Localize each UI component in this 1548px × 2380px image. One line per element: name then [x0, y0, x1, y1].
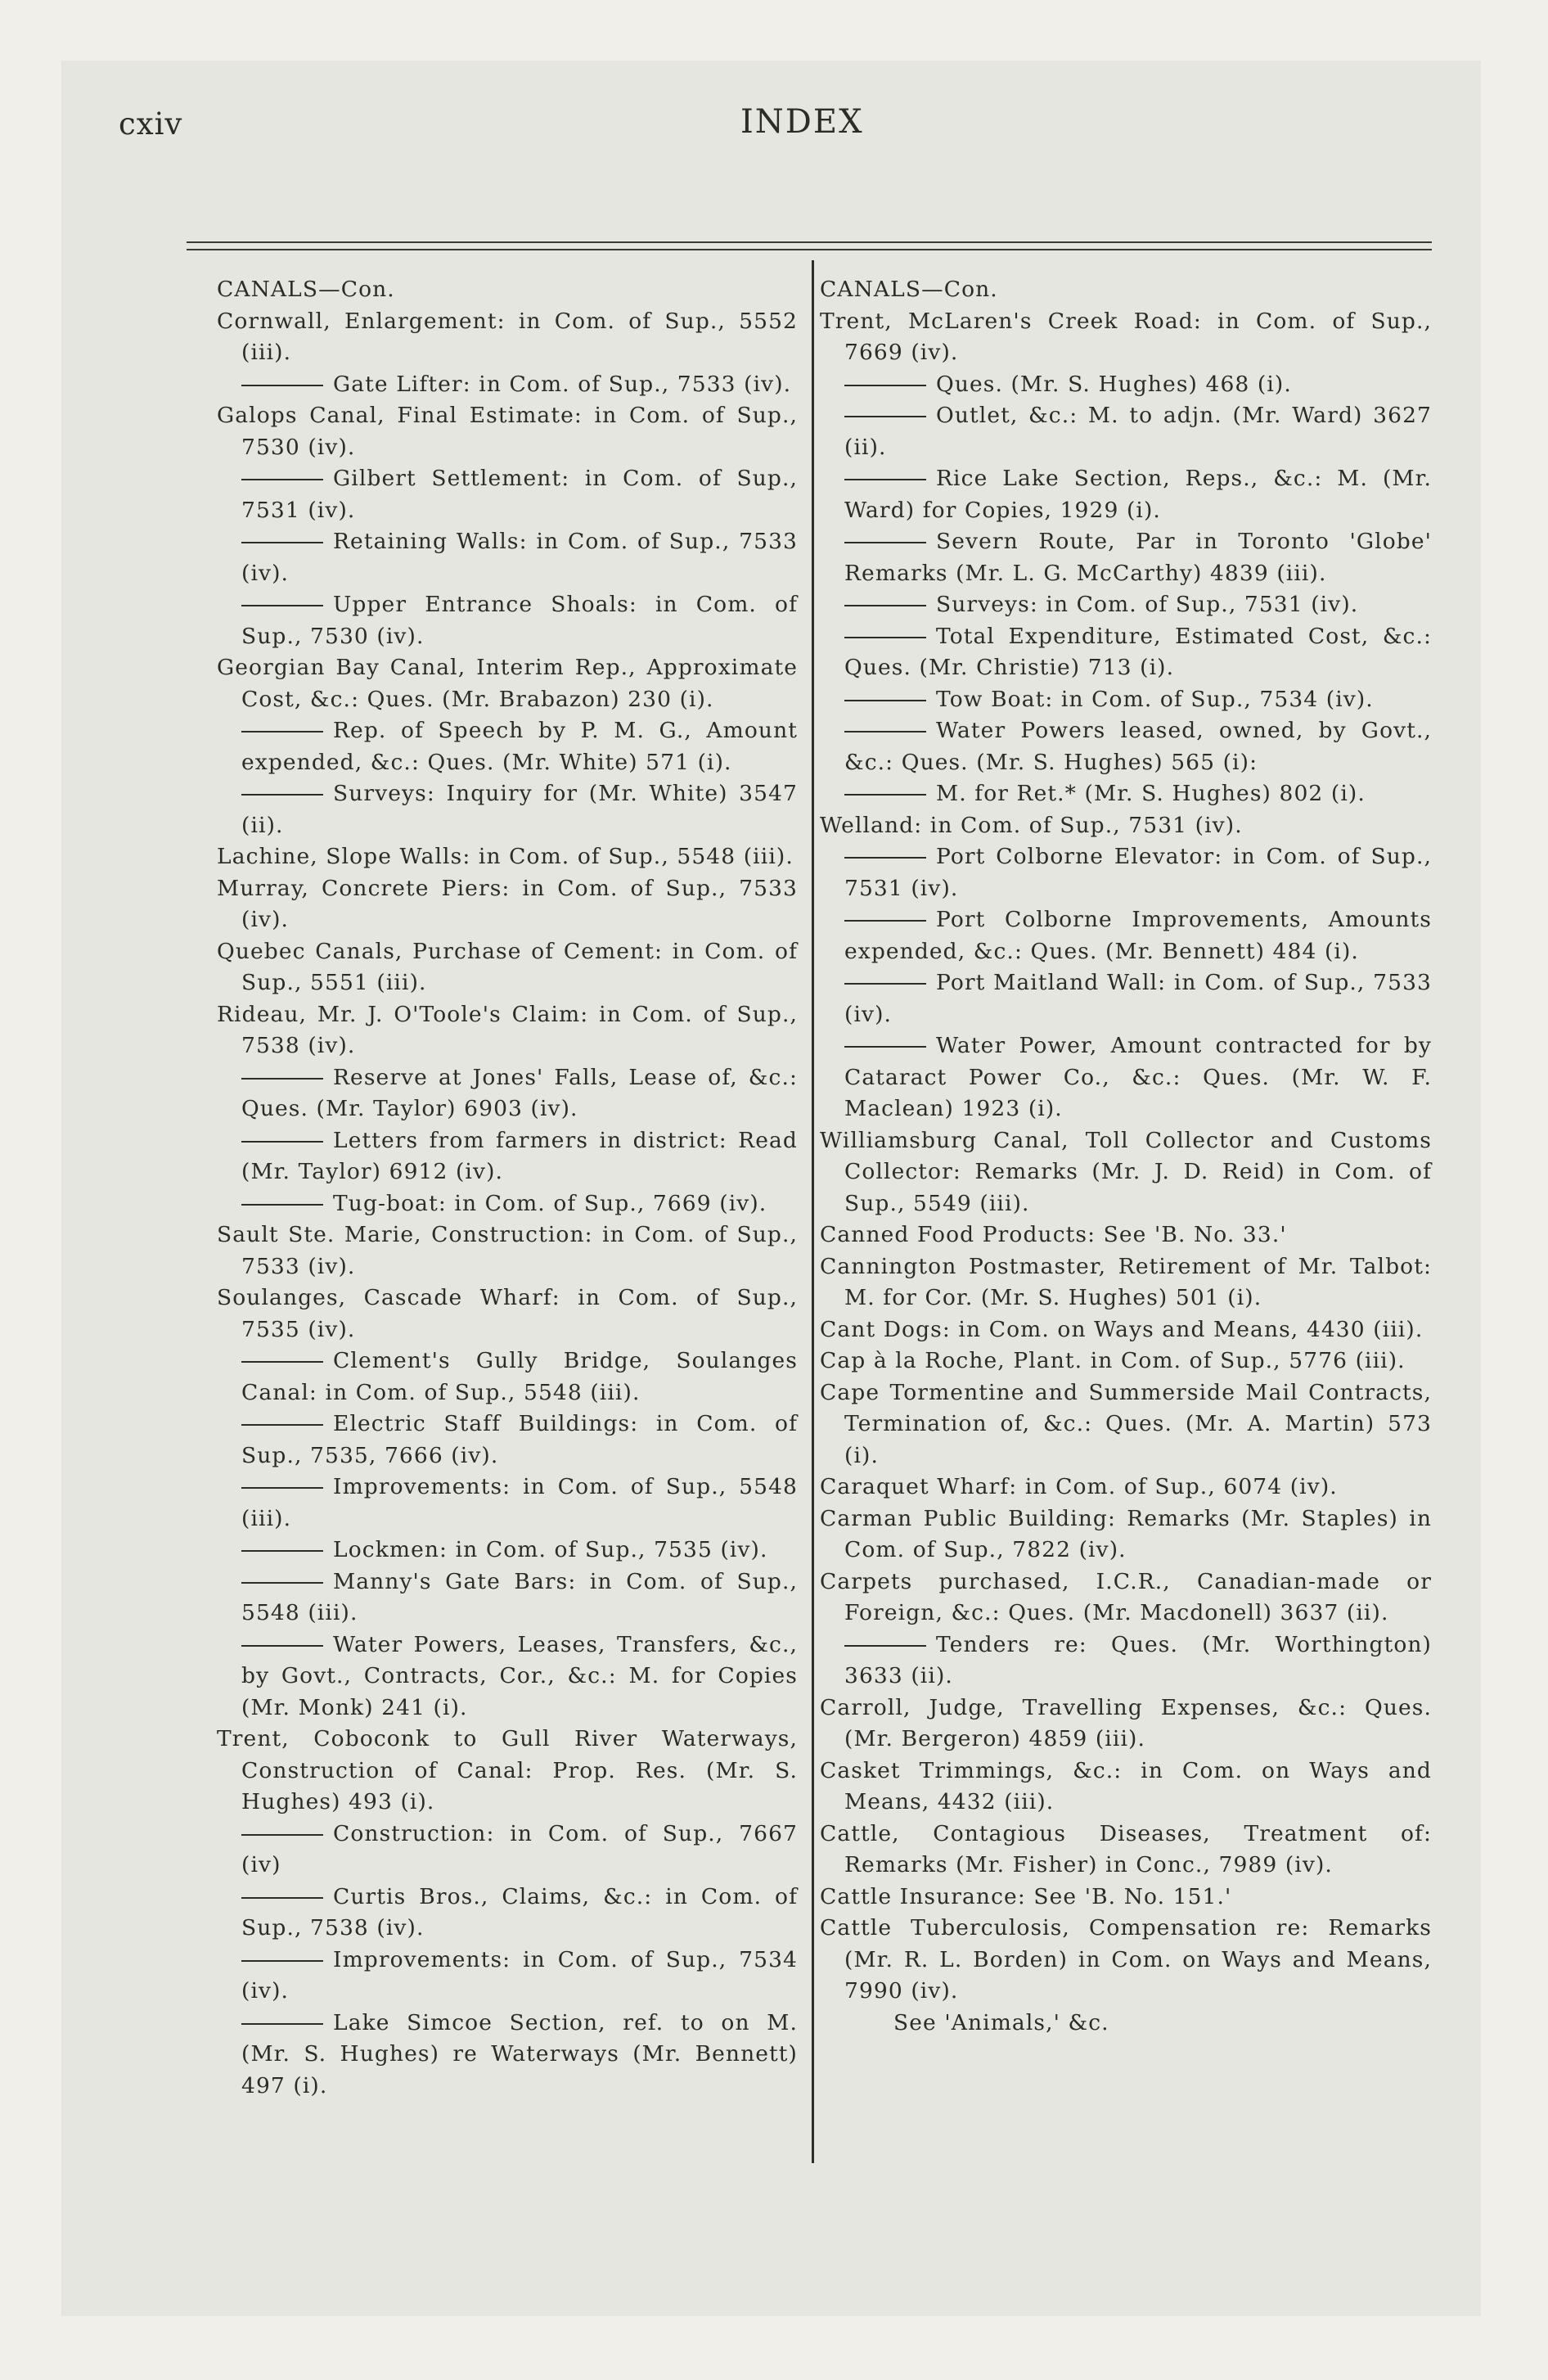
entry-text: Gate Lifter: in Com. of Sup., 7533 (iv). — [333, 371, 792, 397]
entry-text: Outlet, &c.: M. to adjn. (Mr. Ward) 3627 (ii). — [844, 403, 1432, 460]
header-rule — [187, 241, 1432, 243]
index-entry — [820, 1566, 1432, 1629]
entry-text: Cattle Insurance: See 'B. No. 151.' — [820, 1883, 1232, 1909]
index-entry — [217, 1724, 798, 1819]
index-entry — [820, 463, 1432, 526]
index-entry — [217, 1346, 798, 1409]
entry-text: Water Powers, Leases, Transfers, &c., by Govt., Contracts, Cor., &c.: M. for Copies (Mr. Monk) 241 (i). — [241, 1631, 798, 1720]
index-entry — [820, 684, 1432, 716]
entry-text: Cattle, Contagious Diseases, Treatment of: Remarks (Mr. Fisher) in Conc., 7989 (iv). — [820, 1820, 1432, 1877]
index-entry — [217, 369, 798, 401]
entry-text: Carman Public Building: Remarks (Mr. Staples) in Com. of Sup., 7822 (iv). — [820, 1505, 1432, 1562]
index-entry — [820, 841, 1432, 904]
entry-text: Port Colborne Elevator: in Com. of Sup., 7531 (iv). — [844, 844, 1432, 901]
entry-text: Casket Trimmings, &c.: in Com. on Ways and Means, 4432 (iii). — [820, 1757, 1432, 1814]
index-entry — [820, 1030, 1432, 1125]
index-entry — [820, 526, 1432, 589]
entry-text: Reserve at Jones' Falls, Lease of, &c.: Ques. (Mr. Taylor) 6903 (iv). — [241, 1064, 798, 1121]
entry-text: Cornwall, Enlargement: in Com. of Sup., 5552 (iii). — [217, 308, 798, 365]
entry-text: Lachine, Slope Walls: in Com. of Sup., 5548 (iii). — [217, 844, 794, 869]
index-entry — [217, 778, 798, 841]
entry-text: Galops Canal, Final Estimate: in Com. of Sup., 7530 (iv). — [217, 403, 798, 460]
entry-text: Carroll, Judge, Travelling Expenses, &c.: Ques. (Mr. Bergeron) 4859 (iii). — [820, 1694, 1432, 1751]
index-entry — [820, 1377, 1432, 1472]
entry-text: Tow Boat: in Com. of Sup., 7534 (iv). — [936, 686, 1374, 712]
index-entry-list — [217, 306, 798, 2103]
index-entry — [217, 1819, 798, 1882]
entry-text: Cant Dogs: in Com. on Ways and Means, 4430 (iii). — [820, 1316, 1424, 1342]
entry-text: Ques. (Mr. S. Hughes) 468 (i). — [936, 371, 1292, 397]
index-entry — [820, 400, 1432, 463]
entry-text: Total Expenditure, Estimated Cost, &c.: Ques. (Mr. Christie) 713 (i). — [844, 623, 1432, 680]
entry-text: Electric Staff Buildings: in Com. of Sup., 7535, 7666 (iv). — [241, 1411, 798, 1468]
ditto-dash — [241, 542, 323, 543]
index-entry — [820, 967, 1432, 1030]
index-entry — [820, 715, 1432, 778]
entry-text: Water Powers leased, owned, by Govt., &c.: Ques. (Mr. S. Hughes) 565 (i): — [844, 718, 1432, 775]
entry-text: Improvements: in Com. of Sup., 5548 (iii). — [241, 1474, 798, 1531]
entry-text: Cap à la Roche, Plant. in Com. of Sup., 5776 (iii). — [820, 1348, 1406, 1373]
entry-text: Welland: in Com. of Sup., 7531 (iv). — [820, 812, 1243, 838]
entry-text: Surveys: Inquiry for (Mr. White) 3547 (ii). — [241, 781, 798, 838]
index-entry — [217, 999, 798, 1062]
index-entry — [217, 652, 798, 715]
entry-text: Lockmen: in Com. of Sup., 7535 (iv). — [333, 1537, 768, 1562]
entry-text: Trent, Coboconk to Gull River Waterways, Construction of Canal: Prop. Res. (Mr. S. Hughes) 493 (i). — [217, 1726, 798, 1814]
index-entry — [820, 1472, 1432, 1503]
entry-text: Quebec Canals, Purchase of Cement: in Com. of Sup., 5551 (iii). — [217, 938, 798, 995]
ditto-dash — [844, 731, 926, 732]
ditto-dash — [844, 542, 926, 543]
ditto-dash — [844, 794, 926, 796]
ditto-dash — [844, 983, 926, 985]
index-entry — [217, 715, 798, 778]
header-rule-double — [187, 249, 1432, 250]
entry-text: Cape Tormentine and Summerside Mail Contracts, Termination of, &c.: Ques. (Mr. A. Martin) 573 (i). — [820, 1379, 1432, 1468]
entry-text: Clement's Gully Bridge, Soulanges Canal: in Com. of Sup., 5548 (iii). — [241, 1348, 798, 1405]
index-entry — [217, 306, 798, 369]
ditto-dash — [844, 479, 926, 480]
index-entry — [217, 526, 798, 589]
entry-text: Construction: in Com. of Sup., 7667 (iv) — [241, 1820, 798, 1877]
running-title: INDEX — [740, 103, 864, 141]
index-entry — [820, 1882, 1432, 1913]
index-entry — [217, 1282, 798, 1346]
index-entry — [820, 1819, 1432, 1882]
index-entry — [820, 1314, 1432, 1346]
index-entry — [217, 1472, 798, 1535]
index-entry — [820, 1913, 1432, 2008]
index-entry — [820, 1251, 1432, 1314]
index-entry — [820, 1125, 1432, 1220]
index-entry — [217, 463, 798, 526]
index-entry — [820, 778, 1432, 810]
entry-text: Soulanges, Cascade Wharf: in Com. of Sup., 7535 (iv). — [217, 1285, 798, 1342]
index-entry — [217, 841, 798, 873]
entry-text: Gilbert Settlement: in Com. of Sup., 7531 (iv). — [241, 466, 798, 523]
section-heading: CANALS—Con. — [820, 277, 998, 302]
entry-text: Cattle Tuberculosis, Compensation re: Remarks (Mr. R. L. Borden) in Com. on Ways and Means, 7990 (iv). — [820, 1915, 1432, 2004]
ditto-dash — [241, 1645, 323, 1647]
index-entry — [217, 1566, 798, 1629]
entry-text: Canned Food Products: See 'B. No. 33.' — [820, 1222, 1287, 1247]
index-entry — [217, 1219, 798, 1282]
index-entry — [217, 1629, 798, 1724]
entry-text: Port Colborne Improvements, Amounts expended, &c.: Ques. (Mr. Bennett) 484 (i). — [844, 907, 1432, 964]
index-entry — [217, 873, 798, 936]
index-entry — [820, 369, 1432, 401]
ditto-dash — [844, 700, 926, 701]
ditto-dash — [844, 1046, 926, 1048]
ditto-dash — [241, 479, 323, 480]
ditto-dash — [241, 1582, 323, 1584]
index-entry — [217, 400, 798, 463]
ditto-dash — [241, 1960, 323, 1962]
index-entry — [820, 1629, 1432, 1693]
ditto-dash — [241, 794, 323, 796]
entry-text: Surveys: in Com. of Sup., 7531 (iv). — [936, 592, 1359, 617]
index-entry — [820, 1219, 1432, 1251]
ditto-dash — [241, 1834, 323, 1836]
entry-text: Water Power, Amount contracted for by Cataract Power Co., &c.: Ques. (Mr. W. F. Maclean) 1923 (i). — [844, 1033, 1432, 1121]
ditto-dash — [844, 857, 926, 859]
index-entry-list — [820, 306, 1432, 2008]
entry-text: Carpets purchased, I.C.R., Canadian-made or Foreign, &c.: Ques. (Mr. Macdonell) 3637 (ii). — [820, 1568, 1432, 1625]
index-entry — [820, 904, 1432, 967]
index-entry — [217, 589, 798, 652]
ditto-dash — [241, 1424, 323, 1426]
section-heading: CANALS—Con. — [217, 277, 395, 302]
index-entry — [217, 1409, 798, 1472]
left-column — [217, 274, 798, 2102]
entry-text: Curtis Bros., Claims, &c.: in Com. of Sup., 7538 (iv). — [241, 1883, 798, 1941]
index-entry — [820, 589, 1432, 621]
ditto-dash — [844, 1645, 926, 1647]
entry-text: Upper Entrance Shoals: in Com. of Sup., 7530 (iv). — [241, 592, 798, 649]
ditto-dash — [241, 1204, 323, 1206]
ditto-dash — [241, 1550, 323, 1552]
ditto-dash — [844, 637, 926, 638]
entry-text: Rep. of Speech by P. M. G., Amount expended, &c.: Ques. (Mr. White) 571 (i). — [241, 718, 798, 775]
entry-text: Retaining Walls: in Com. of Sup., 7533 (iv). — [241, 529, 798, 586]
ditto-dash — [241, 1897, 323, 1899]
right-column — [820, 274, 1432, 2039]
entry-text: Murray, Concrete Piers: in Com. of Sup., 7533 (iv). — [217, 875, 798, 932]
ditto-dash — [241, 1078, 323, 1080]
index-entry — [820, 1503, 1432, 1566]
ditto-dash — [844, 416, 926, 417]
entry-text: Lake Simcoe Section, ref. to on M. (Mr. S. Hughes) re Waterways (Mr. Bennett) 497 (i). — [241, 2009, 798, 2098]
index-entry — [820, 1693, 1432, 1756]
page-number: cxiv — [119, 106, 183, 142]
ditto-dash — [241, 1141, 323, 1143]
index-entry — [217, 1125, 798, 1188]
index-entry — [217, 1535, 798, 1566]
see-also-note: See 'Animals,' &c. — [893, 2009, 1109, 2035]
index-entry — [820, 621, 1432, 684]
entry-text: Manny's Gate Bars: in Com. of Sup., 5548 (iii). — [241, 1568, 798, 1625]
entry-text: M. for Ret.* (Mr. S. Hughes) 802 (i). — [936, 781, 1366, 806]
entry-text: Caraquet Wharf: in Com. of Sup., 6074 (iv). — [820, 1474, 1338, 1499]
entry-text: Port Maitland Wall: in Com. of Sup., 7533 (iv). — [844, 970, 1432, 1027]
index-entry — [217, 936, 798, 999]
entry-text: Tenders re: Ques. (Mr. Worthington) 3633 (ii). — [844, 1631, 1432, 1688]
page-header — [119, 103, 1428, 156]
index-entry — [217, 2008, 798, 2103]
index-entry — [820, 306, 1432, 369]
entry-text: Rideau, Mr. J. O'Toole's Claim: in Com. of Sup., 7538 (iv). — [217, 1001, 798, 1058]
entry-text: Improvements: in Com. of Sup., 7534 (iv). — [241, 1946, 798, 2004]
entry-text: Cannington Postmaster, Retirement of Mr. Talbot: M. for Cor. (Mr. S. Hughes) 501 (i). — [820, 1253, 1432, 1310]
entry-text: Sault Ste. Marie, Construction: in Com. of Sup., 7533 (iv). — [217, 1222, 798, 1279]
entry-text: Trent, McLaren's Creek Road: in Com. of Sup., 7669 (iv). — [820, 308, 1432, 365]
entry-text: Severn Route, Par in Toronto 'Globe' Remarks (Mr. L. G. McCarthy) 4839 (iii). — [844, 529, 1432, 586]
ditto-dash — [241, 605, 323, 606]
index-entry — [820, 1346, 1432, 1377]
index-entry — [217, 1882, 798, 1945]
entry-text: Tug-boat: in Com. of Sup., 7669 (iv). — [333, 1190, 767, 1216]
index-entry — [217, 1062, 798, 1125]
ditto-dash — [241, 1487, 323, 1489]
entry-text: Letters from farmers in district: Read (Mr. Taylor) 6912 (iv). — [241, 1127, 798, 1184]
ditto-dash — [844, 920, 926, 922]
ditto-dash — [241, 2023, 323, 2025]
entry-text: Georgian Bay Canal, Interim Rep., Approximate Cost, &c.: Ques. (Mr. Brabazon) 230 (i). — [217, 655, 798, 712]
entry-text: Rice Lake Section, Reps., &c.: M. (Mr. Ward) for Copies, 1929 (i). — [844, 466, 1432, 523]
ditto-dash — [241, 1361, 323, 1363]
index-entry — [820, 1756, 1432, 1819]
column-divider — [812, 260, 814, 2163]
ditto-dash — [844, 605, 926, 606]
index-entry — [820, 810, 1432, 842]
index-entry — [217, 1945, 798, 2008]
index-entry — [217, 1188, 798, 1220]
entry-text: Williamsburg Canal, Toll Collector and Customs Collector: Remarks (Mr. J. D. Reid) in Com. of Sup., 5549 (iii). — [820, 1127, 1432, 1216]
ditto-dash — [241, 731, 323, 732]
ditto-dash — [241, 385, 323, 386]
ditto-dash — [844, 385, 926, 386]
